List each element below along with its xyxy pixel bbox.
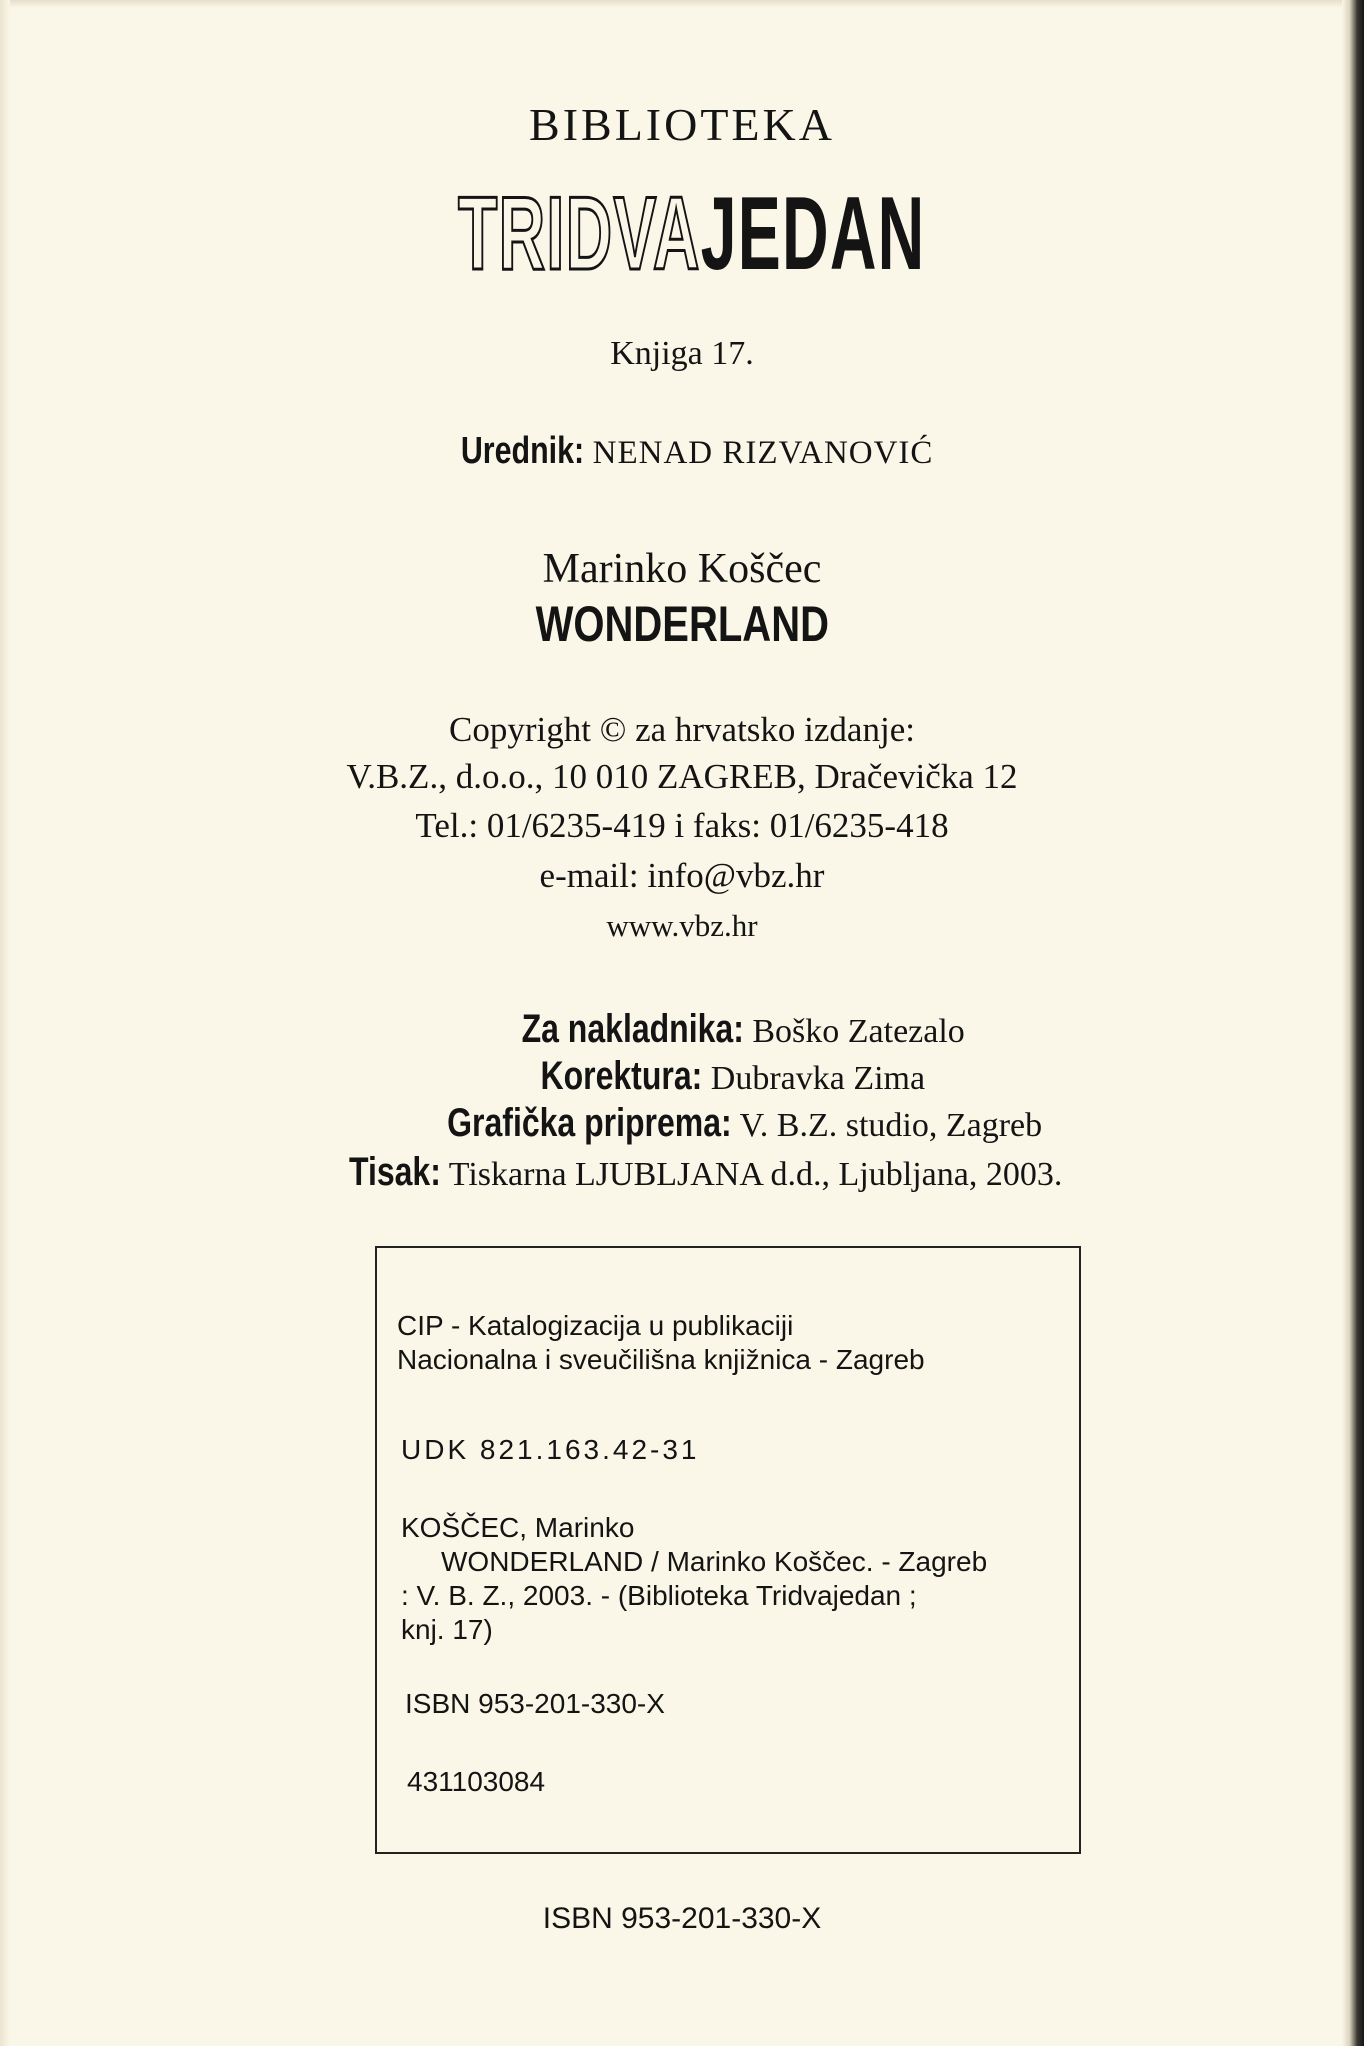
credit-value: Tiskarna LJUBLJANA d.d., Ljubljana, 2003. — [448, 1156, 1063, 1193]
book-number: Knjiga 17. — [610, 335, 754, 372]
series-label: BIBLIOTEKA — [529, 99, 835, 150]
book-spine-shadow — [1342, 0, 1364, 2046]
book-author: Marinko Koščec — [542, 546, 822, 592]
credit-label: Grafička priprema: — [447, 1101, 732, 1145]
cip-series-entry: knj. 17) — [401, 1614, 493, 1645]
cip-heading: CIP - Katalogizacija u publikaciji — [397, 1310, 794, 1341]
credit-value: V. B.Z. studio, Zagreb — [739, 1107, 1043, 1144]
credit-label: Tisak: — [348, 1150, 441, 1194]
editor-label: Urednik: — [460, 430, 585, 472]
page-left-edge — [0, 0, 10, 2046]
series-logo — [458, 176, 926, 292]
credit-prepress — [376, 1101, 1042, 1146]
credit-proofreading — [500, 1054, 925, 1099]
copyright-line: Copyright © za hrvatsko izdanje: — [449, 710, 915, 749]
page-top-edge — [0, 0, 1364, 8]
cip-title-entry: WONDERLAND / Marinko Koščec. - Zagreb — [441, 1546, 988, 1577]
publisher-phone: Tel.: 01/6235-419 i faks: 01/6235-418 — [415, 806, 949, 845]
credit-label: Za nakladnika: — [521, 1007, 744, 1051]
cip-record-box — [375, 1246, 1081, 1854]
editor-line — [430, 430, 933, 473]
publisher-address: V.B.Z., d.o.o., 10 010 ZAGREB, Dračevička 12 — [346, 757, 1018, 796]
credit-value: Boško Zatezalo — [752, 1013, 965, 1050]
series-logo-outline-text: TRIDVA — [458, 176, 701, 292]
cip-imprint-entry: : V. B. Z., 2003. - (Biblioteka Tridvajedan ; — [401, 1580, 917, 1611]
book-title — [0, 595, 1364, 653]
editor-name: NENAD RIZVANOVIĆ — [592, 435, 934, 471]
credit-publisher — [466, 1007, 965, 1052]
footer-isbn: ISBN 953-201-330-X — [542, 1902, 822, 1935]
credit-value: Dubravka Zima — [710, 1060, 926, 1097]
cip-author-entry: KOŠČEC, Marinko — [401, 1512, 635, 1543]
cip-isbn: ISBN 953-201-330-X — [405, 1688, 665, 1719]
publisher-email: e-mail: info@vbz.hr — [539, 856, 825, 895]
credit-label: Korektura: — [540, 1054, 703, 1098]
cip-record-number: 431103084 — [407, 1766, 546, 1797]
publisher-website: www.vbz.hr — [606, 908, 758, 943]
cip-library: Nacionalna i sveučilišna knjižnica - Zagreb — [397, 1344, 925, 1375]
credit-printing — [326, 1150, 1062, 1195]
series-logo-solid-text: JEDAN — [700, 176, 926, 292]
book-title-text: WONDERLAND — [535, 596, 829, 652]
cip-udk: UDK 821.163.42-31 — [401, 1434, 700, 1465]
